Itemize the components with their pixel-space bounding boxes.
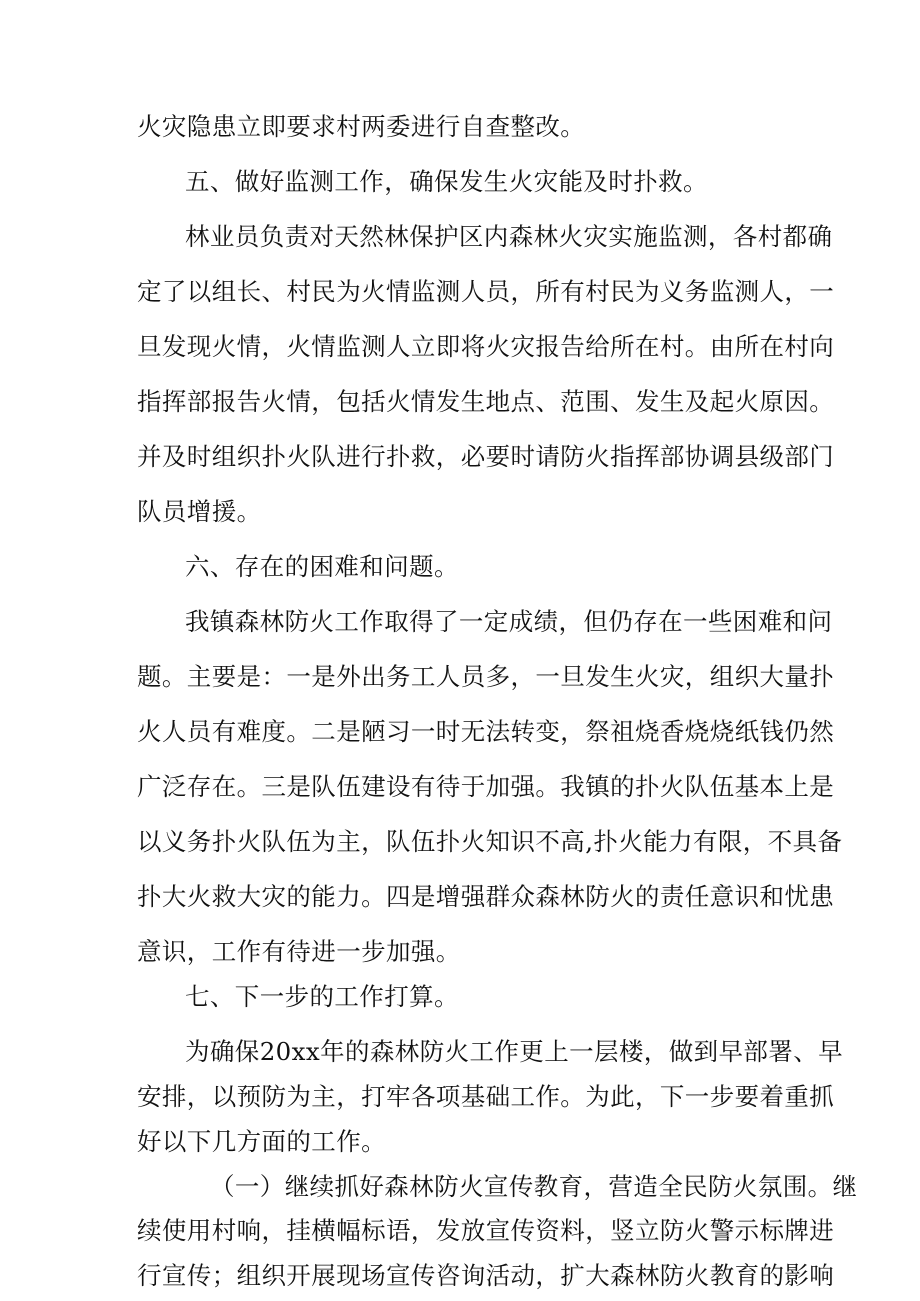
text-line: 以义务扑火队伍为主，队伍扑火知识不高,扑火能力有限，不具备 bbox=[137, 827, 843, 856]
section-heading: 七、下一步的工作打算。 bbox=[185, 982, 459, 1011]
text-line: 好以下几方面的工作。 bbox=[137, 1127, 386, 1156]
text-line: 为确保20xx年的森林防火工作更上一层楼，做到早部署、早 bbox=[185, 1037, 844, 1066]
text-line: 并及时组织扑火队进行扑救，必要时请防火指挥部协调县级部门 bbox=[137, 442, 835, 471]
text-line: 广泛存在。三是队伍建设有待于加强。我镇的扑火队伍基本上是 bbox=[137, 772, 835, 801]
section-heading: 五、做好监测工作，确保发生火灾能及时扑救。 bbox=[185, 167, 708, 196]
text-line: 火人员有难度。二是陋习一时无法转变，祭祖烧香烧烧纸钱仍然 bbox=[137, 717, 835, 746]
text-line: 扑大火救大灾的能力。四是增强群众森林防火的责任意识和忧患 bbox=[137, 882, 835, 911]
text-line: 旦发现火情，火情监测人立即将火灾报告给所在村。由所在村向 bbox=[137, 332, 835, 361]
text-line: 题。主要是：一是外出务工人员多，一旦发生火灾，组织大量扑 bbox=[137, 662, 835, 691]
section-heading: （一）继续抓好森林防火宣传教育，营造全民防火氛围。继 bbox=[210, 1172, 858, 1201]
text-line: 定了以组长、村民为火情监测人员，所有村民为义务监测人，一 bbox=[137, 277, 835, 306]
text-line: 意识，工作有待进一步加强。 bbox=[137, 937, 461, 966]
text-line: 队员增援。 bbox=[137, 497, 262, 526]
text-line: 火灾隐患立即要求村两委进行自查整改。 bbox=[137, 112, 586, 141]
section-heading: 六、存在的困难和问题。 bbox=[185, 552, 459, 581]
text-line: 指挥部报告火情，包括火情发生地点、范围、发生及起火原因。 bbox=[137, 387, 835, 416]
text-line: 续使用村响，挂横幅标语，发放宣传资料，竖立防火警示标牌进 bbox=[137, 1216, 835, 1245]
text-line: 行宣传；组织开展现场宣传咨询活动，扩大森林防火教育的影响 bbox=[137, 1261, 835, 1290]
text-line: 林业员负责对天然林保护区内森林火灾实施监测，各村都确 bbox=[185, 222, 833, 251]
text-line: 安排，以预防为主，打牢各项基础工作。为此，下一步要着重抓 bbox=[137, 1082, 835, 1111]
text-line: 我镇森林防火工作取得了一定成绩，但仍存在一些困难和问 bbox=[185, 607, 833, 636]
